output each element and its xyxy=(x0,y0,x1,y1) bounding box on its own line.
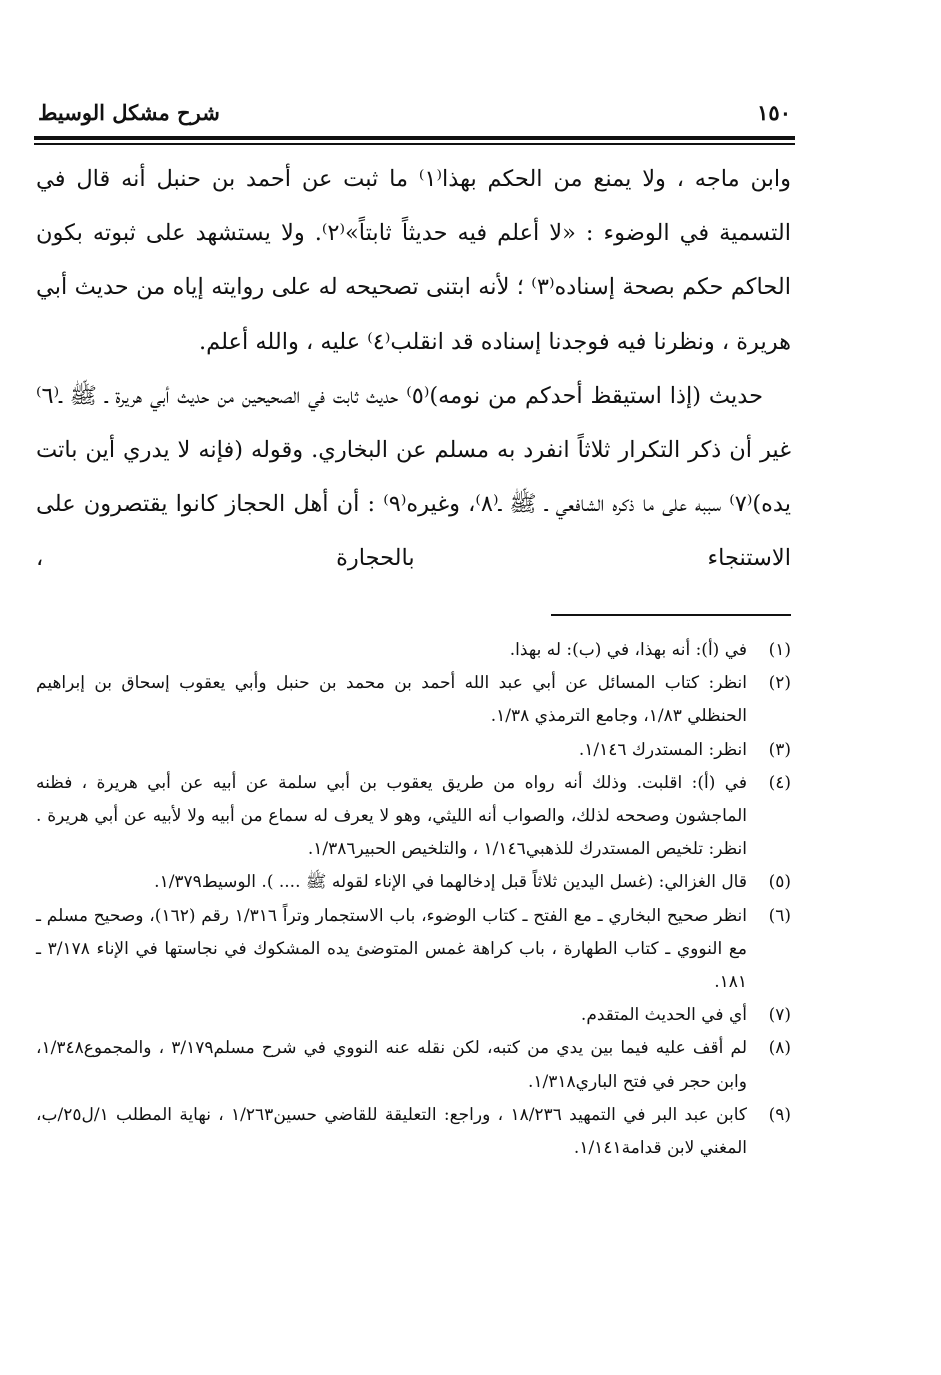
footnote-text: أي في الحديث المتقدم. xyxy=(580,1005,747,1026)
footnotes xyxy=(36,634,791,1165)
footnote-number: (٢) xyxy=(768,673,791,694)
footnote-number: (٦) xyxy=(768,905,791,926)
page-header xyxy=(38,98,791,132)
footnote xyxy=(36,634,791,667)
footnote-number: (٩) xyxy=(768,1104,791,1125)
footnote xyxy=(36,900,791,1000)
footnote-number: (١) xyxy=(768,640,791,660)
footnote xyxy=(36,667,791,733)
paragraph: حديث (إذا استيقظ أحدكم من نومه)⁽٥⁾ حديث ثابت في الصحيحين من حديث أبي هريرة ـ ﷺ ـ⁽٦⁾ غير أن ذكر التكرار ثلاثاً انفرد به مسلم عن البخاري. وقوله (فإنه لا يدري أين باتت يده)⁽٧⁾ سببه على ما ذكره الشافعي ـ ﷺ ـ⁽٨⁾، وغيره⁽٩⁾ : أن أهل الحجاز كانوا يقتصرون على الاستنجاء بالحجارة ، xyxy=(36,382,791,572)
footnote-text: كابن عبد البر في التمهيد ١٨/٢٣٦ ، وراجع: التعليقة للقاضي حسين١/٢٦٣ ، نهاية المطلب ١/ل٢٥/ب، المغني لابن قدامة١/١٤١. xyxy=(36,1104,747,1159)
footnote-number: (٤) xyxy=(768,772,791,793)
footnote-text: انظر: المستدرك ١/١٤٦. xyxy=(578,739,747,760)
footnote xyxy=(36,767,791,867)
footnote xyxy=(36,734,791,767)
paragraph: وابن ماجه ، ولا يمنع من الحكم بهذا⁽١⁾ ما ثبت عن أحمد بن حنبل أنه قال في التسمية في الوضوء : «لا أعلم فيه حديثاً ثابتاً»⁽٢⁾. ولا يستشهد على ثبوته بكون الحاكم حكم بصحة إسناده⁽٣⁾ ؛ لأنه ابتنى تصحيحه له على روايته إياه من حديث أبي هريرة ، ونظرنا فيه فوجدنا إسناده قد انقلب⁽٤⁾ عليه ، والله أعلم. xyxy=(36,166,791,355)
footnote-number: (٥) xyxy=(768,872,791,893)
footnote-text: انظر صحيح البخاري ـ مع الفتح ـ كتاب الوضوء، باب الاستجمار وتراً ١/٣١٦ رقم (١٦٢)، وصحيح مسلم ـ مع النووي ـ كتاب الطهارة ، باب كراهة غمس المتوضئ يده المشكوك في نجاستها في الإناء ٣/١٧٨ ـ ١٨١. xyxy=(36,905,748,993)
footnote-number: (٧) xyxy=(768,1005,791,1026)
footnote xyxy=(36,999,791,1032)
footnote-number: (٣) xyxy=(768,739,791,760)
footnote xyxy=(36,866,791,899)
page-number: ١٥٠ xyxy=(757,100,791,125)
footnote-text: لم أقف عليه فيما بين يدي من كتبه، لكن نقله عنه النووي في شرح مسلم٣/١٧٩ ، والمجموع١/٣٤٨، وابن حجر في فتح الباري١/٣١٨. xyxy=(36,1038,748,1092)
footnote-separator xyxy=(551,614,791,616)
book-title: شرح مشكل الوسيط xyxy=(38,100,220,125)
footnote-text: انظر: كتاب المسائل عن أبي عبد الله أحمد بن محمد بن حنبل وأبي يعقوب إسحاق بن إبراهيم الحنظلي ١/٨٣، وجامع الترمذي ١/٣٨. xyxy=(36,673,747,727)
footnote-text: قال الغزالي: (غسل اليدين ثلاثاً قبل إدخالهما في الإناء لقوله ﷺ .... ). الوسيط١/٣٧٩. xyxy=(154,872,747,893)
footnote-text: في (أ): اقلبت. وذلك أنه رواه من طريق يعقوب بن أبي سلمة عن أبيه عن أبي هريرة ، فظنه الماجشون وصححه لذلك، والصواب أنه الليثي، وهو لا يعرف له سماع من أبيه ولا لأبيه عن أبي هريرة . انظر: تلخيص المستدرك للذهبي١/١٤٦ ، والتلخيص الحبير١/٣٨٦. xyxy=(36,772,747,860)
header-rule-thin xyxy=(34,143,795,145)
header-rule-thick xyxy=(34,136,795,140)
footnote-number: (٨) xyxy=(768,1038,791,1059)
footnote-text: في (أ): أنه بهذا، في (ب): له بهذا. xyxy=(509,640,747,660)
footnote xyxy=(36,1032,791,1098)
footnote xyxy=(36,1099,791,1165)
main-text xyxy=(36,152,791,586)
